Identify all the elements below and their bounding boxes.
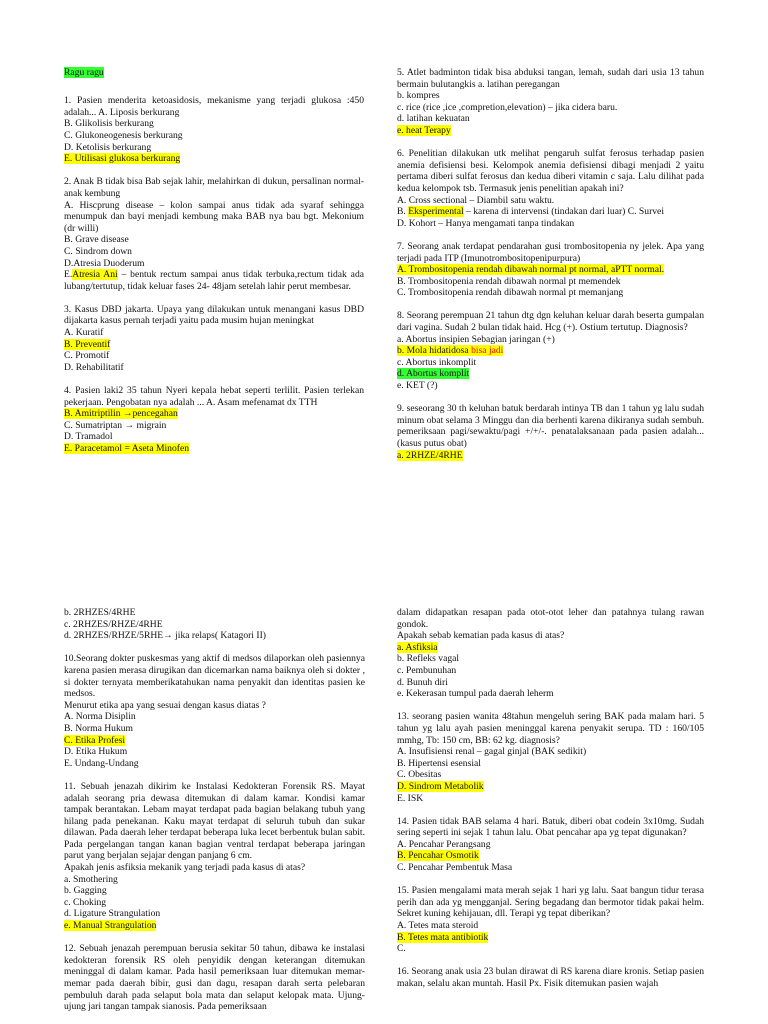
answer-option: A. Hiscprung disease – kolon sampai anus tidak ada syaraf sehingga menumpuk dan bayi menjadi kembung maka BAB nya bau bgt. Mekonium (dr willi) bbox=[64, 199, 364, 234]
answer-option-highlighted: E. Utilisasi glukosa berkurang bbox=[64, 153, 181, 165]
answer-option: B. Norma Hukum bbox=[64, 722, 134, 734]
question-stem: 15. Pasien mengalami mata merah sejak 1 hari yg lalu. Saat bangun tidur terasa perih dan ada yg mengganjal. Sering begadang dan bermotor tidak pakai helm. Sekret kuning kehijauan, dll. Terapi yg tepat diberikan? bbox=[397, 885, 704, 920]
page1-left-column bbox=[64, 67, 364, 455]
answer-option-highlighted: C. Etika Profesi bbox=[64, 734, 126, 746]
answer-option: b. kompres bbox=[397, 90, 440, 102]
answer-option: A. Norma Disiplin bbox=[64, 711, 136, 723]
answer-option: D. Kohort – Hanya mengamati tanpa tindakan bbox=[397, 217, 575, 229]
question-stem: 3. Kasus DBD jakarta. Upaya yang dilakukan untuk menangani kasus DBD dijakarta kasus pernah terjadi yaitu pada musim hujan meningkat bbox=[64, 303, 364, 327]
page2-right-column bbox=[397, 607, 704, 990]
answer-option-highlighted: e. heat Terapy bbox=[397, 124, 451, 136]
answer-option: B. Hipertensi esensial bbox=[397, 757, 481, 769]
highlighted-answer: Atresia Ani bbox=[72, 269, 118, 281]
question-stem: 5. Atlet badminton tidak bisa abduksi tangan, lemah, sudah dari usia 13 tahun bermain bulutangkis a. latihan peregangan bbox=[397, 67, 704, 90]
answer-option-highlighted: D. Sindrom Metabolik bbox=[397, 780, 484, 792]
question-stem: 16. Seorang anak usia 23 bulan dirawat di RS karena diare kronis. Setiap pasien makan, selalu akan muntah. Hasil Px. Fisik ditemukan pasien wajah bbox=[397, 966, 704, 989]
answer-option: c. Choking bbox=[64, 896, 107, 908]
question-prompt: Apakah sebab kematian pada kasus di atas? bbox=[397, 630, 565, 642]
answer-option: B. Glikolisis berkurang bbox=[64, 118, 154, 130]
answer-option: C. Obesitas bbox=[397, 769, 442, 781]
answer-option: c. Pembunuhan bbox=[397, 664, 457, 676]
answer-option: A. Cross sectional – Diambil satu waktu. bbox=[397, 194, 555, 206]
answer-option: D. Tramadol bbox=[64, 431, 113, 443]
question-stem: 6. Penelitian dilakukan utk melihat pengaruh sulfat ferosus terhadap pasien anemia defisiensi besi. Kelompok anemia defisiensi dibagi menjadi 2 yaitu pertama diberi sulfat ferosus dan kedua diberi vitamin c saja. Lalu dilihat pada kedua kelompok tsb. Termasuk jenis penelitian apakah ini? bbox=[397, 148, 704, 194]
answer-option: B. Eksperimental – karena di intervensi (tindakan dari luar) C. Survei bbox=[397, 206, 664, 218]
answer-option: D. Rehabilitatif bbox=[64, 361, 124, 373]
answer-option: a. Abortus insipien Sebagian jaringan (+) bbox=[397, 333, 555, 345]
answer-option: C. Trombositopenia rendah dibawah normal pt memanjang bbox=[397, 287, 624, 299]
question-stem: 14. Pasien tidak BAB selama 4 hari. Batuk, diberi obat codein 3x10mg. Sudah sering seperti ini sejak 1 tahun lalu. Obat pencahar apa yg tepat digunakan? bbox=[397, 815, 704, 839]
answer-option-highlighted: B. Tetes mata antibiotik bbox=[397, 931, 489, 943]
answer-option: C. Sumatriptan → migrain bbox=[64, 419, 167, 431]
answer-option-highlighted: A. Trombositopenia rendah dibawah normal pt normal, aPTT normal. bbox=[397, 264, 665, 276]
answer-option-highlighted: B. Pencahar Osmotik bbox=[397, 850, 479, 862]
answer-option-highlighted: B. Preventif bbox=[64, 338, 111, 350]
answer-option: e. KET (?) bbox=[397, 380, 438, 392]
answer-option: A. Kuratif bbox=[64, 327, 104, 339]
answer-option: B. Trombositopenia rendah dibawah normal pt memendek bbox=[397, 275, 621, 287]
answer-option: c. rice (rice ,ice ,compretion,elevation) – jika cidera baru. bbox=[397, 101, 618, 113]
question-stem: 8. Seorang perempuan 21 tahun dtg dgn keluhan keluar darah beserta gumpalan dari vagina. Sudah 2 bulan tidak haid. Hcg (+). Ostium tertutup. Diagnosis? bbox=[397, 310, 704, 334]
answer-option: C. Pencahar Pembentuk Masa bbox=[397, 862, 513, 874]
answer-option: b. Gagging bbox=[64, 885, 107, 897]
answer-option: a. Smothering bbox=[64, 873, 118, 885]
question-stem: 11. Sebuah jenazah dikirim ke Instalasi Kedokteran Forensik RS. Mayat adalah seorang pria dewasa ditemukan di dalam kamar. Kondisi kamar tampak berantakan. Lebam mayat terdapat pada bagian belakang tubuh yang hilang pada penekanan. Kaku mayat terdapat di seluruh tubuh dan sukar dilawan. Pada daerah leher terdapat beberapa luka lecet berbentuk bulan sabit. Pada pergelangan tangan kanan bagian ventral terdapat beberapa jaringan parut yang berjalan sejajar dengan panjang 6 cm. bbox=[64, 780, 365, 862]
answer-option: E.Atresia Ani – bentuk rectum sampai anus tidak terbuka,rectum tidak ada lubang/tertutup, tidak keluar fases 24- 48jam setelah lahir perut membesar. bbox=[64, 269, 364, 292]
answer-option: d. 2RHZES/RHZE/5RHE→ jika relaps( Katagori II) bbox=[64, 630, 266, 642]
highlighted-answer: Eksperimental bbox=[408, 206, 464, 218]
answer-option: c. 2RHZES/RHZE/4RHE bbox=[64, 618, 163, 630]
question-stem: 7. Seorang anak terdapat pendarahan gusi trombositopenia ny jelek. Apa yang terjadi pada ITP (Imunotrombositopenipurpura) bbox=[397, 240, 704, 264]
answer-option-highlighted: d. Abortus komplit bbox=[397, 368, 470, 380]
answer-option-highlighted: B. Amitriptilin →pencegahan bbox=[64, 408, 178, 420]
question-stem: 1. Pasien menderita ketoasidosis, mekanisme yang terjadi glukosa :450 adalah... A. Liposis berkurang bbox=[64, 95, 364, 118]
page2-left-column bbox=[64, 607, 365, 1013]
answer-option-highlighted: e. Manual Strangulation bbox=[64, 920, 157, 932]
question-stem: 4. Pasien laki2 35 tahun Nyeri kepala hebat seperti terlilit. Pasien terlekan pekerjaan. Pengobatan nya adalah ... A. Asam mefenamat dx TTH bbox=[64, 385, 364, 408]
answer-option: D. Ketolisis berkurang bbox=[64, 141, 152, 153]
answer-option: A. Tetes mata steroid bbox=[397, 920, 479, 932]
answer-option: A. Insufisiensi renal – gagal ginjal (BAK sedikit) bbox=[397, 746, 587, 758]
question-prompt: Apakah jenis asfiksia mekanik yang terjadi pada kasus di atas? bbox=[64, 862, 306, 874]
answer-option: d. Bunuh diri bbox=[397, 676, 448, 688]
answer-option-highlighted: E. Paracetamol = Aseta Minofen bbox=[64, 443, 190, 454]
question-stem-continued: dalam didapatkan resapan pada otot-otot leher dan patahnya tulang rawan gondok. bbox=[397, 607, 704, 630]
page1-right-column bbox=[397, 67, 704, 461]
answer-option: d. Ligature Strangulation bbox=[64, 908, 161, 920]
question-stem: 2. Anak B tidak bisa Bab sejak lahir, melahirkan di dukun, persalinan normal- anak kembung bbox=[64, 176, 364, 199]
answer-option: E. Undang-Undang bbox=[64, 757, 139, 769]
answer-option: C. bbox=[397, 943, 406, 955]
question-stem: 10.Seorang dokter puskesmas yang aktif di medsos dilaporkan oleh pasiennya karena pasien merasa dirugikan dan dicemarkan nama baiknya oleh si dokter , si dokter ternyata memberikatahukan nama penyakit dan identitas pasien ke medsos. bbox=[64, 653, 365, 700]
answer-option: b. 2RHZES/4RHE bbox=[64, 607, 136, 618]
answer-option: C. Sindrom down bbox=[64, 245, 132, 257]
answer-option: A. Pencahar Perangsang bbox=[397, 838, 491, 850]
answer-option: C. Glukoneogenesis berkurang bbox=[64, 129, 183, 141]
question-stem: 13. seorang pasien wanita 48tahun mengeluh sering BAK pada malam hari. 5 tahun yg lalu ayah pasien meninggal karena penyakit serupa. TD : 160/105 mmhg, Tb: 150 cm, BB: 62 kg. diagnosis? bbox=[397, 711, 704, 746]
answer-option-highlighted: a. 2RHZE/4RHE bbox=[397, 449, 463, 461]
answer-option: C. Promotif bbox=[64, 350, 110, 362]
answer-option: D. Etika Hukum bbox=[64, 746, 128, 758]
answer-option: D.Atresia Duoderum bbox=[64, 257, 145, 269]
answer-option: E. ISK bbox=[397, 792, 424, 804]
question-stem: 12. Sebuah jenazah perempuan berusia sekitar 50 tahun, dibawa ke instalasi kedokteran forensik RS oleh penyidik dengan keterangan ditemukan meninggal di dalam kamar. Pada hasil pemeriksaan luar ditemukan memar-memar pada daerah bibir, gusi dan dagu, resapan darah serta pelebaran pembuluh darah pada selaput bola mata dan selaput kelopak mata. Ujung-ujung jari tangan tampak sianosis. Pada pemeriksaan bbox=[64, 943, 365, 1013]
answer-option: d. latihan kekuatan bbox=[397, 113, 470, 125]
question-stem: 9. seseorang 30 th keluhan batuk berdarah intinya TB dan 1 tahun yg lalu sudah minum obat selama 3 Minggu dan dia berhenti karena dikiranya sudah sembuh. pemeriksaan pagi/sewaktu/pagi +/+/-. penatalaksanaan pada pasien adalah... (kasus putus obat) bbox=[397, 403, 704, 449]
section-header: Ragu ragu bbox=[64, 67, 104, 78]
answer-option: b. Refleks vagal bbox=[397, 653, 460, 665]
answer-option: e. Kekerasan tumpul pada daerah leherm bbox=[397, 688, 554, 700]
question-prompt: Menurut etika apa yang sesuai dengan kasus diatas ? bbox=[64, 699, 266, 711]
answer-option-highlighted: b. Mola hidatidosa bisa jadi bbox=[397, 345, 504, 357]
answer-option-highlighted: a. Asfiksia bbox=[397, 641, 438, 653]
answer-option: B. Grave disease bbox=[64, 234, 129, 246]
answer-option: c. Abortus inkomplit bbox=[397, 356, 477, 368]
